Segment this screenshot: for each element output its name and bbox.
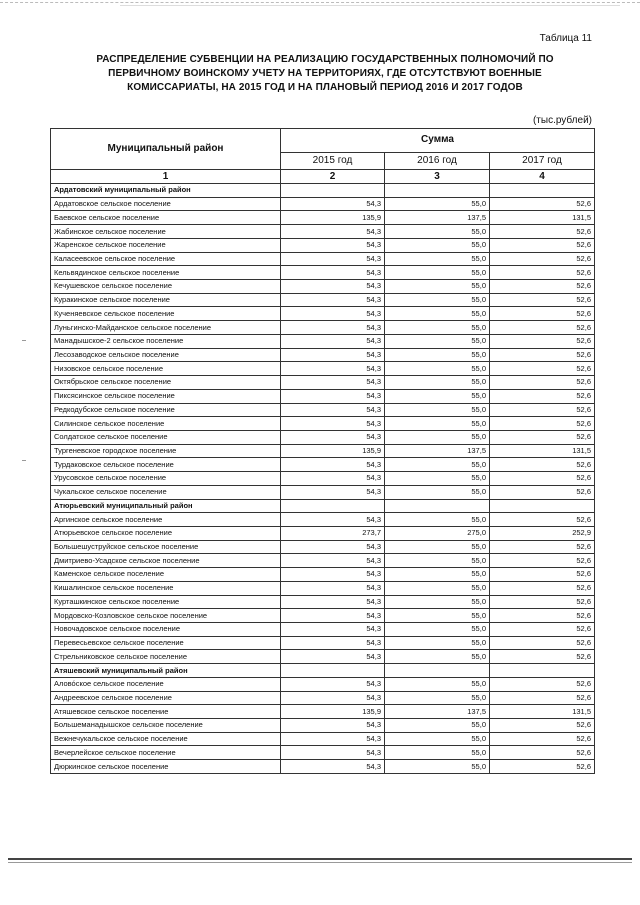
table-row xyxy=(51,691,595,705)
settlement-name: Дмитриево-Усадское сельское поселение xyxy=(51,554,281,568)
value-2015: 54,3 xyxy=(281,581,385,595)
value-2016: 55,0 xyxy=(385,458,490,472)
empty-cell xyxy=(385,184,490,198)
value-2015: 54,3 xyxy=(281,293,385,307)
header-year-2017: 2017 год xyxy=(490,152,595,169)
settlement-name: Мордовско-Козловское сельское поселение xyxy=(51,609,281,623)
value-2015: 135,9 xyxy=(281,705,385,719)
value-2017: 52,6 xyxy=(490,307,595,321)
value-2017: 52,6 xyxy=(490,677,595,691)
value-2016: 137,5 xyxy=(385,705,490,719)
value-2015: 54,3 xyxy=(281,609,385,623)
value-2017: 52,6 xyxy=(490,581,595,595)
value-2016: 55,0 xyxy=(385,430,490,444)
value-2015: 54,3 xyxy=(281,238,385,252)
table-row xyxy=(51,197,595,211)
settlement-name: Баевское сельское поселение xyxy=(51,211,281,225)
value-2015: 54,3 xyxy=(281,719,385,733)
value-2016: 55,0 xyxy=(385,225,490,239)
table-row xyxy=(51,376,595,390)
value-2016: 55,0 xyxy=(385,760,490,774)
header-year-2016: 2016 год xyxy=(385,152,490,169)
settlement-name: Кечушевское сельское поселение xyxy=(51,280,281,294)
value-2016: 275,0 xyxy=(385,526,490,540)
table-row xyxy=(51,760,595,774)
district-row xyxy=(51,184,595,198)
units-label: (тыс.рублей) xyxy=(532,115,592,126)
district-name: Атюрьевский муниципальный район xyxy=(51,499,281,513)
value-2016: 55,0 xyxy=(385,513,490,527)
value-2015: 54,3 xyxy=(281,650,385,664)
value-2015: 54,3 xyxy=(281,732,385,746)
value-2017: 52,6 xyxy=(490,609,595,623)
settlement-name: Куракинское сельское поселение xyxy=(51,293,281,307)
value-2015: 54,3 xyxy=(281,623,385,637)
table-row xyxy=(51,719,595,733)
value-2015: 54,3 xyxy=(281,376,385,390)
value-2017: 52,6 xyxy=(490,732,595,746)
table-row xyxy=(51,650,595,664)
value-2015: 54,3 xyxy=(281,677,385,691)
value-2015: 54,3 xyxy=(281,321,385,335)
value-2017: 52,6 xyxy=(490,746,595,760)
scan-top-edge xyxy=(0,2,640,3)
settlement-name: Чукальское сельское поселение xyxy=(51,485,281,499)
settlement-name: Новочадовское сельское поселение xyxy=(51,623,281,637)
table-row xyxy=(51,348,595,362)
value-2017: 52,6 xyxy=(490,225,595,239)
table-row xyxy=(51,595,595,609)
value-2017: 131,5 xyxy=(490,705,595,719)
settlement-name: Манадышское-2 сельское поселение xyxy=(51,334,281,348)
district-row xyxy=(51,499,595,513)
table-row xyxy=(51,225,595,239)
value-2016: 55,0 xyxy=(385,348,490,362)
table-row xyxy=(51,307,595,321)
value-2016: 55,0 xyxy=(385,719,490,733)
value-2017: 52,6 xyxy=(490,485,595,499)
table-row xyxy=(51,609,595,623)
value-2017: 52,6 xyxy=(490,513,595,527)
value-2017: 131,5 xyxy=(490,444,595,458)
settlement-name: Урусовское сельское поселение xyxy=(51,472,281,486)
table-row xyxy=(51,513,595,527)
district-name: Атяшевский муниципальный район xyxy=(51,664,281,678)
table-row xyxy=(51,568,595,582)
value-2016: 55,0 xyxy=(385,266,490,280)
value-2016: 55,0 xyxy=(385,568,490,582)
settlement-name: Кученяевское сельское поселение xyxy=(51,307,281,321)
value-2017: 52,6 xyxy=(490,691,595,705)
table-row xyxy=(51,417,595,431)
value-2015: 54,3 xyxy=(281,540,385,554)
value-2017: 52,6 xyxy=(490,348,595,362)
value-2016: 55,0 xyxy=(385,252,490,266)
value-2017: 52,6 xyxy=(490,362,595,376)
district-name: Ардатовский муниципальный район xyxy=(51,184,281,198)
settlement-name: Кельвядинское сельское поселение xyxy=(51,266,281,280)
value-2015: 54,3 xyxy=(281,280,385,294)
value-2015: 54,3 xyxy=(281,636,385,650)
value-2016: 55,0 xyxy=(385,677,490,691)
empty-cell xyxy=(490,664,595,678)
value-2017: 52,6 xyxy=(490,568,595,582)
value-2017: 52,6 xyxy=(490,760,595,774)
value-2015: 54,3 xyxy=(281,760,385,774)
value-2016: 55,0 xyxy=(385,732,490,746)
value-2015: 54,3 xyxy=(281,307,385,321)
table-row xyxy=(51,430,595,444)
empty-cell xyxy=(385,499,490,513)
value-2015: 54,3 xyxy=(281,513,385,527)
table-row xyxy=(51,444,595,458)
table-row xyxy=(51,362,595,376)
value-2016: 137,5 xyxy=(385,444,490,458)
value-2016: 55,0 xyxy=(385,389,490,403)
value-2017: 52,6 xyxy=(490,540,595,554)
value-2015: 54,3 xyxy=(281,554,385,568)
table-row xyxy=(51,677,595,691)
settlement-name: Аргинское сельское поселение xyxy=(51,513,281,527)
table-row xyxy=(51,636,595,650)
value-2017: 52,6 xyxy=(490,595,595,609)
table-row xyxy=(51,526,595,540)
table-row xyxy=(51,238,595,252)
value-2016: 55,0 xyxy=(385,485,490,499)
table-row xyxy=(51,458,595,472)
table-row xyxy=(51,389,595,403)
value-2015: 54,3 xyxy=(281,266,385,280)
value-2016: 55,0 xyxy=(385,362,490,376)
value-2016: 55,0 xyxy=(385,472,490,486)
value-2015: 54,3 xyxy=(281,389,385,403)
value-2017: 52,6 xyxy=(490,636,595,650)
value-2015: 54,3 xyxy=(281,403,385,417)
value-2017: 52,6 xyxy=(490,238,595,252)
district-row xyxy=(51,664,595,678)
value-2016: 55,0 xyxy=(385,746,490,760)
title-line-2: ПЕРВИЧНОМУ ВОИНСКОМУ УЧЕТУ НА ТЕРРИТОРИЯХ, ГДЕ ОТСУТСТВУЮТ ВОЕННЫЕ xyxy=(108,68,542,79)
value-2015: 54,3 xyxy=(281,225,385,239)
settlement-name: Дюркинское сельское поселение xyxy=(51,760,281,774)
value-2016: 55,0 xyxy=(385,554,490,568)
table-row xyxy=(51,623,595,637)
value-2017: 52,6 xyxy=(490,376,595,390)
value-2015: 54,3 xyxy=(281,568,385,582)
scan-bottom-edge-faint xyxy=(8,862,632,863)
settlement-name: Вежнечукальское сельское поселение xyxy=(51,732,281,746)
table-row xyxy=(51,266,595,280)
settlement-name: Перевесьевское сельское поселение xyxy=(51,636,281,650)
empty-cell xyxy=(385,664,490,678)
value-2016: 55,0 xyxy=(385,609,490,623)
value-2015: 54,3 xyxy=(281,334,385,348)
scan-top-edge-faint xyxy=(120,5,620,6)
settlement-name: Атюрьевское сельское поселение xyxy=(51,526,281,540)
value-2015: 135,9 xyxy=(281,444,385,458)
table-number: Таблица 11 xyxy=(539,33,592,44)
value-2016: 55,0 xyxy=(385,636,490,650)
table-row xyxy=(51,334,595,348)
table-row xyxy=(51,211,595,225)
value-2016: 55,0 xyxy=(385,650,490,664)
settlement-name: Силинское сельское поселение xyxy=(51,417,281,431)
settlement-name: Алово́ское сельское поселение xyxy=(51,677,281,691)
settlement-name: Андреевское сельское поселение xyxy=(51,691,281,705)
settlement-name: Жабинское сельское поселение xyxy=(51,225,281,239)
value-2015: 135,9 xyxy=(281,211,385,225)
value-2016: 55,0 xyxy=(385,334,490,348)
empty-cell xyxy=(281,499,385,513)
value-2016: 55,0 xyxy=(385,581,490,595)
settlement-name: Стрельниковское сельское поселение xyxy=(51,650,281,664)
value-2016: 55,0 xyxy=(385,417,490,431)
header-sum: Сумма xyxy=(281,129,595,153)
table-row xyxy=(51,252,595,266)
table-row xyxy=(51,746,595,760)
scan-bottom-edge xyxy=(8,858,632,860)
value-2015: 54,3 xyxy=(281,746,385,760)
value-2017: 52,6 xyxy=(490,554,595,568)
value-2016: 55,0 xyxy=(385,376,490,390)
table-row xyxy=(51,540,595,554)
settlement-name: Большеманадышское сельское поселение xyxy=(51,719,281,733)
value-2015: 54,3 xyxy=(281,458,385,472)
value-2016: 55,0 xyxy=(385,197,490,211)
value-2017: 52,6 xyxy=(490,334,595,348)
value-2016: 55,0 xyxy=(385,238,490,252)
value-2015: 273,7 xyxy=(281,526,385,540)
settlement-name: Каменское сельское поселение xyxy=(51,568,281,582)
table-row xyxy=(51,293,595,307)
table-row xyxy=(51,554,595,568)
value-2017: 52,6 xyxy=(490,252,595,266)
settlement-name: Атяшевское сельское поселение xyxy=(51,705,281,719)
table-row xyxy=(51,705,595,719)
empty-cell xyxy=(281,664,385,678)
value-2016: 55,0 xyxy=(385,293,490,307)
value-2015: 54,3 xyxy=(281,691,385,705)
value-2017: 52,6 xyxy=(490,403,595,417)
settlement-name: Турдаковское сельское поселение xyxy=(51,458,281,472)
value-2017: 52,6 xyxy=(490,280,595,294)
settlement-name: Каласеевское сельское поселение xyxy=(51,252,281,266)
settlement-name: Луньгинско-Майданское сельское поселение xyxy=(51,321,281,335)
settlement-name: Низовское сельское поселение xyxy=(51,362,281,376)
value-2015: 54,3 xyxy=(281,485,385,499)
table-row xyxy=(51,732,595,746)
header-district: Муниципальный район xyxy=(51,129,281,170)
value-2015: 54,3 xyxy=(281,417,385,431)
empty-cell xyxy=(490,499,595,513)
header-col-number: 4 xyxy=(490,170,595,184)
value-2015: 54,3 xyxy=(281,595,385,609)
settlement-name: Вечерлейское сельское поселение xyxy=(51,746,281,760)
settlement-name: Солдатское сельское поселение xyxy=(51,430,281,444)
subvention-table xyxy=(50,128,595,774)
value-2017: 52,6 xyxy=(490,293,595,307)
settlement-name: Тургеневское городское поселение xyxy=(51,444,281,458)
header-year-2015: 2015 год xyxy=(281,152,385,169)
value-2016: 55,0 xyxy=(385,307,490,321)
table-row xyxy=(51,472,595,486)
value-2017: 52,6 xyxy=(490,417,595,431)
header-col-number: 3 xyxy=(385,170,490,184)
settlement-name: Большешуструйское сельское поселение xyxy=(51,540,281,554)
settlement-name: Жаренское сельское поселение xyxy=(51,238,281,252)
settlement-name: Редкодубское сельское поселение xyxy=(51,403,281,417)
empty-cell xyxy=(490,184,595,198)
value-2016: 55,0 xyxy=(385,691,490,705)
value-2017: 52,6 xyxy=(490,430,595,444)
value-2017: 52,6 xyxy=(490,266,595,280)
document-title xyxy=(60,53,590,95)
settlement-name: Кишалинское сельское поселение xyxy=(51,581,281,595)
value-2015: 54,3 xyxy=(281,252,385,266)
margin-tick xyxy=(22,460,26,461)
settlement-name: Пиксясинское сельское поселение xyxy=(51,389,281,403)
value-2017: 252,9 xyxy=(490,526,595,540)
value-2017: 52,6 xyxy=(490,197,595,211)
value-2016: 55,0 xyxy=(385,321,490,335)
value-2015: 54,3 xyxy=(281,362,385,376)
title-line-1: РАСПРЕДЕЛЕНИЕ СУБВЕНЦИИ НА РЕАЛИЗАЦИЮ ГОСУДАРСТВЕННЫХ ПОЛНОМОЧИЙ ПО xyxy=(96,54,554,65)
value-2017: 52,6 xyxy=(490,458,595,472)
value-2016: 55,0 xyxy=(385,280,490,294)
value-2017: 52,6 xyxy=(490,650,595,664)
header-col-number: 1 xyxy=(51,170,281,184)
empty-cell xyxy=(281,184,385,198)
header-col-number: 2 xyxy=(281,170,385,184)
value-2017: 52,6 xyxy=(490,719,595,733)
value-2016: 137,5 xyxy=(385,211,490,225)
value-2017: 52,6 xyxy=(490,389,595,403)
title-line-3: КОМИССАРИАТЫ, НА 2015 ГОД И НА ПЛАНОВЫЙ ПЕРИОД 2016 И 2017 ГОДОВ xyxy=(127,82,523,93)
table-row xyxy=(51,485,595,499)
value-2015: 54,3 xyxy=(281,472,385,486)
table-row xyxy=(51,321,595,335)
table-row xyxy=(51,403,595,417)
settlement-name: Курташкинское сельское поселение xyxy=(51,595,281,609)
value-2017: 52,6 xyxy=(490,321,595,335)
settlement-name: Ардатовское сельское поселение xyxy=(51,197,281,211)
table-row xyxy=(51,581,595,595)
settlement-name: Октябрьское сельское поселение xyxy=(51,376,281,390)
value-2016: 55,0 xyxy=(385,623,490,637)
value-2017: 131,5 xyxy=(490,211,595,225)
settlement-name: Лесозаводское сельское поселение xyxy=(51,348,281,362)
value-2017: 52,6 xyxy=(490,472,595,486)
table-body xyxy=(51,184,595,774)
value-2015: 54,3 xyxy=(281,348,385,362)
value-2017: 52,6 xyxy=(490,623,595,637)
value-2016: 55,0 xyxy=(385,540,490,554)
value-2016: 55,0 xyxy=(385,403,490,417)
table-row xyxy=(51,280,595,294)
value-2015: 54,3 xyxy=(281,197,385,211)
margin-tick xyxy=(22,340,26,341)
value-2016: 55,0 xyxy=(385,595,490,609)
value-2015: 54,3 xyxy=(281,430,385,444)
